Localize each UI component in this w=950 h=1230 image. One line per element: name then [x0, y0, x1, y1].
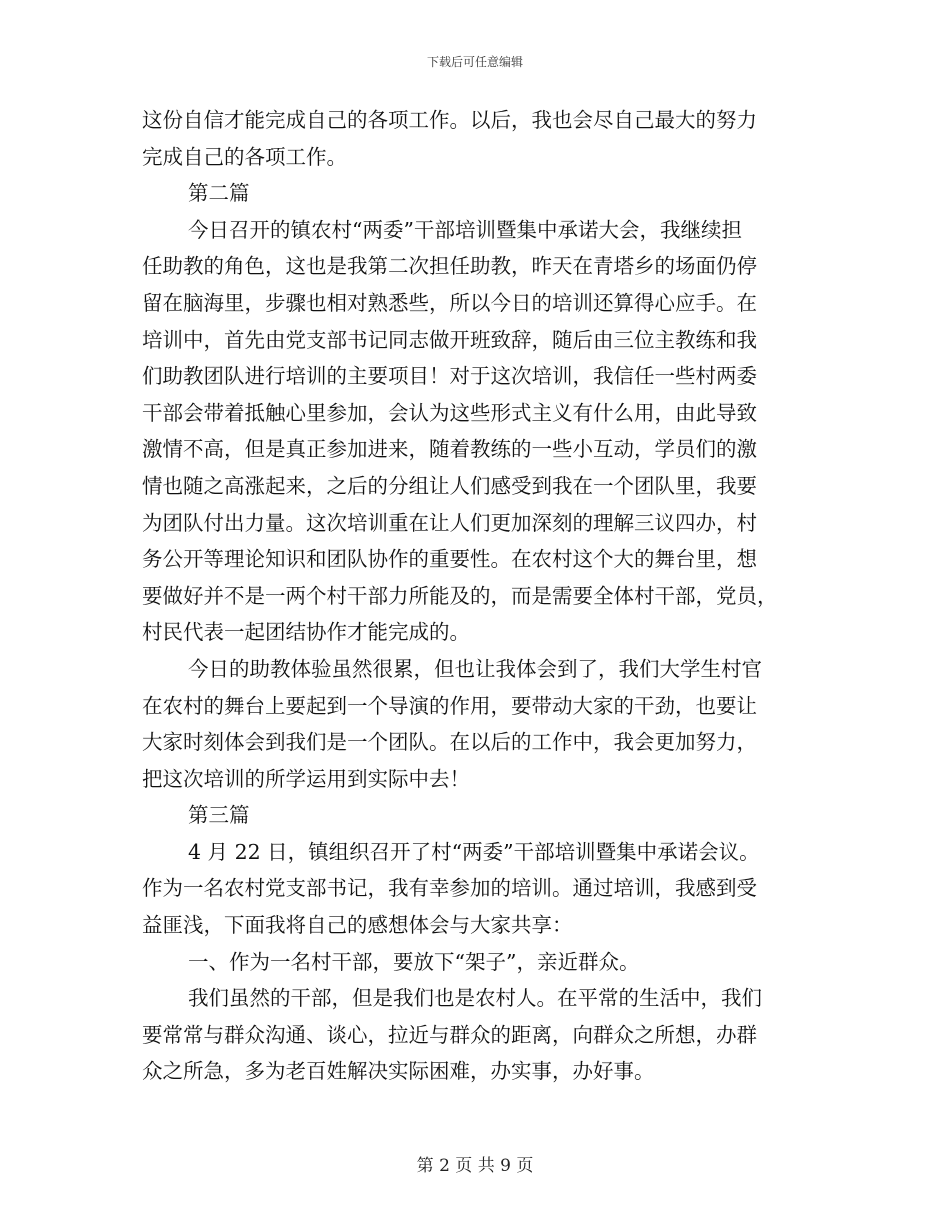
- text-line: 第二篇: [188, 181, 250, 206]
- text-line: 要常常与群众沟通、谈心，拉近与群众的距离，向群众之所想，办群: [142, 1022, 757, 1047]
- text-line: 把这次培训的所学运用到实际中去！: [142, 766, 470, 791]
- text-line: 完成自己的各项工作。: [142, 144, 347, 169]
- text-line: 众之所急，多为老百姓解决实际困难，办实事，办好事。: [142, 1059, 655, 1084]
- text-line: 留在脑海里，步骤也相对熟悉些，所以今日的培训还算得心应手。在: [142, 290, 757, 315]
- text-line: 情也随之高涨起来，之后的分组让人们感受到我在一个团队里，我要: [142, 473, 757, 498]
- page-footer: 第 2 页 共 9 页: [416, 1156, 534, 1176]
- page-header: 下载后可任意编辑: [426, 55, 523, 69]
- text-line: 大家时刻体会到我们是一个团队。在以后的工作中，我会更加努力，: [142, 730, 757, 755]
- text-line: 在农村的舞台上要起到一个导演的作用，要带动大家的干劲，也要让: [142, 693, 757, 718]
- text-line: 一、作为一名村干部，要放下“架子”，亲近群众。: [188, 949, 640, 974]
- text-line: 激情不高，但是真正参加进来，随着教练的一些小互动，学员们的激: [142, 437, 757, 462]
- text-line: 务公开等理论知识和团队协作的重要性。在农村这个大的舞台里，想: [142, 547, 757, 572]
- text-line: 们助教团队进行培训的主要项目！对于这次培训，我信任一些村两委: [142, 364, 757, 389]
- text-line: 为团队付出力量。这次培训重在让人们更加深刻的理解三议四办，村: [142, 510, 757, 535]
- text-line: 这份自信才能完成自己的各项工作。以后，我也会尽自己最大的努力: [142, 108, 757, 132]
- body-text: [142, 102, 810, 1090]
- text-line: 益匪浅，下面我将自己的感想体会与大家共享：: [142, 913, 573, 938]
- text-line: 村民代表一起团结协作才能完成的。: [142, 620, 470, 645]
- text-line: 我们虽然的干部，但是我们也是农村人。在平常的生活中，我们: [188, 986, 762, 1011]
- text-line: 培训中，首先由党支部书记同志做开班致辞，随后由三位主教练和我: [142, 327, 757, 352]
- text-line: 今日召开的镇农村“两委”干部培训暨集中承诺大会，我继续担: [188, 217, 742, 242]
- text-line: 今日的助教体验虽然很累，但也让我体会到了，我们大学生村官: [188, 656, 762, 681]
- text-line: 作为一名农村党支部书记，我有幸参加的培训。通过培训，我感到受: [142, 876, 757, 901]
- text-line: 任助教的角色，这也是我第二次担任助教，昨天在青塔乡的场面仍停: [142, 254, 757, 279]
- text-line: 要做好并不是一两个村干部力所能及的，而是需要全体村干部，党员，: [142, 583, 778, 608]
- text-line: 干部会带着抵触心里参加，会认为这些形式主义有什么用，由此导致: [142, 400, 757, 425]
- text-line: 第三篇: [188, 803, 250, 828]
- text-line: 4 月 22 日，镇组织召开了村“两委”干部培训暨集中承诺会议。: [188, 839, 760, 864]
